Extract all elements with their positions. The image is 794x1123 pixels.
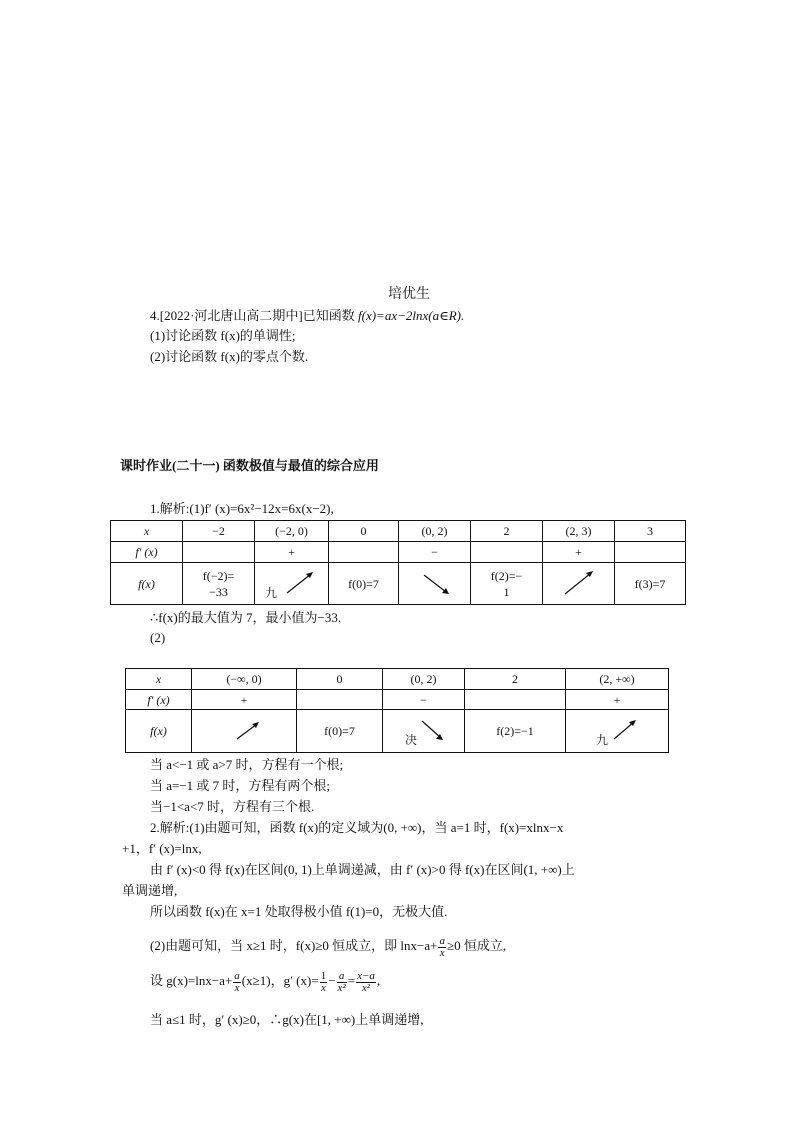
table-1-mark-jiu: 九 (265, 586, 278, 600)
table-1-increasing-cell-2 (543, 563, 615, 605)
p2-line6-a: (2)由题可知，当 x≥1 时，f(x)≥0 恒成立，即 lnx−a+ (150, 938, 438, 953)
p1-case1: 当 a<−1 或 a>7 时，方程有一个根; (150, 757, 344, 772)
table-1-deriv-cell (471, 542, 543, 563)
q4-line1 (150, 307, 464, 325)
q4-line1-func: f(x)=ax−2lnx(a∈R). (358, 308, 465, 323)
frac-num: x−a (357, 969, 375, 982)
p2-line5: 所以函数 f(x)在 x=1 处取得极小值 f(1)=0，无极大值. (150, 904, 448, 919)
p1-line1: 1.解析:(1)f′ (x)=6x²−12x=6x(x−2), (150, 501, 334, 516)
table-1-f3-cell: f(3)=7 (615, 563, 686, 605)
p1-case3: 当−1<a<7 时，方程有三个根. (150, 799, 315, 814)
arrow-up-right-icon (563, 570, 595, 596)
table-1-header-cell: 0 (329, 521, 399, 542)
p2-line7-b: (x≥1)，g′ (x)= (241, 973, 319, 988)
table-1-header-cell: 2 (471, 521, 543, 542)
table-1-deriv-label: f′ (x) (111, 542, 183, 563)
table-2-decreasing-cell (383, 710, 465, 753)
table-1-header-cell: 3 (615, 521, 686, 542)
section-heading: 培优生 (388, 287, 430, 302)
frac-den: x² (361, 981, 371, 994)
q4-line1-prefix: 4.[2022·河北唐山高二期中]已知函数 (150, 308, 358, 323)
p2-line3: 由 f′ (x)<0 得 f(x)在区间(0, 1)上单调递减，由 f′ (x)>0 得 f(x)在区间(1, +∞)上 (150, 862, 575, 877)
q4-line3: (2)讨论函数 f(x)的零点个数. (150, 349, 309, 364)
arrow-up-right-icon (285, 571, 315, 595)
p2-line2: +1，f′ (x)=lnx, (122, 841, 202, 856)
frac-den: x² (337, 981, 346, 994)
arrow-down-right-icon (421, 572, 451, 596)
table-2-increasing-cell (192, 710, 297, 753)
frac-num: a (234, 969, 240, 982)
table-2-deriv-cell: + (192, 690, 297, 710)
p2-line7-d: = (347, 973, 356, 988)
arrow-up-right-icon (612, 719, 638, 741)
table-1-header-cell: (2, 3) (543, 521, 615, 542)
table-2-f2-cell: f(2)=−1 (465, 710, 566, 753)
table-2-deriv-cell (297, 690, 383, 710)
table-1-deriv-cell (329, 542, 399, 563)
table-2-mark-jue: 决 (405, 733, 418, 747)
frac-num: a (439, 934, 445, 947)
table-2-deriv-cell: + (566, 690, 669, 710)
table-2-mark-jiu: 九 (596, 733, 609, 747)
frac-num: 1 (320, 969, 327, 982)
p2-line7-a: 设 g(x)=lnx−a+ (150, 973, 233, 988)
table-1-header-row (111, 521, 686, 542)
frac-den: x (320, 981, 326, 994)
arrow-up-right-icon (235, 721, 261, 741)
table-1-header-cell: −2 (183, 521, 255, 542)
table-1-f2-top: f(2)=− (490, 568, 523, 583)
table-1-fm2-top: f(−2)= (202, 568, 235, 583)
p1-case2: 当 a=−1 或 7 时，方程有两个根; (150, 778, 331, 793)
p1-part2-label: (2) (150, 630, 166, 645)
frac-den: x (234, 981, 240, 994)
fraction-a-over-x (438, 936, 446, 959)
table-1-deriv-row (111, 542, 686, 563)
p2-line7 (150, 968, 380, 994)
table-2-header-cell: (0, 2) (383, 669, 465, 690)
p2-line7-e: , (376, 973, 381, 988)
table-1-deriv-cell (615, 542, 686, 563)
fraction-a-over-x-2 (233, 971, 241, 994)
table-2-func-label: f(x) (126, 710, 192, 753)
frac-num: a (337, 971, 347, 983)
table-2-func-row (126, 710, 669, 753)
table-2-header-cell: x (126, 669, 192, 690)
lesson-title: 课时作业(二十一) 函数极值与最值的综合应用 (120, 458, 379, 473)
table-1-func-row (111, 563, 686, 605)
table-1-header-cell: (−2, 0) (255, 521, 329, 542)
table-2-header-cell: (−∞, 0) (192, 669, 297, 690)
table-2-deriv-cell (465, 690, 566, 710)
table-2-increasing-cell-2 (566, 710, 669, 753)
table-2-deriv-label: f′ (x) (126, 690, 192, 710)
p2-line1: 2.解析:(1)由题可知，函数 f(x)的定义域为(0, +∞)，当 a=1 时，f(x)=xlnx−x (150, 820, 564, 835)
table-1-fm2-bottom: −33 (209, 584, 228, 599)
table-1-header-cell: x (111, 521, 183, 542)
table-1-f2-bottom: 1 (503, 584, 510, 599)
table-1-f0-cell: f(0)=7 (329, 563, 399, 605)
table-1-increasing-cell (255, 563, 329, 605)
table-2-deriv-row (126, 690, 669, 710)
table-2 (125, 668, 669, 753)
table-1-deriv-cell: + (255, 542, 329, 563)
fraction-1-over-x (320, 971, 328, 994)
table-1-deriv-cell (183, 542, 255, 563)
p2-line6-b: ≥0 恒成立, (446, 938, 507, 953)
p1-conclusion: ∴f(x)的最大值为 7，最小值为−33. (150, 610, 342, 625)
table-2-header-cell: 2 (465, 669, 566, 690)
p2-line8: 当 a≤1 时，g′ (x)≥0，∴g(x)在[1, +∞)上单调递增, (150, 1012, 424, 1027)
table-2-deriv-cell: − (383, 690, 465, 710)
table-2-header-cell: (2, +∞) (566, 669, 669, 690)
table-1-fm2-cell (183, 563, 255, 605)
table-1-decreasing-cell (399, 563, 471, 605)
q4-line2: (1)讨论函数 f(x)的单调性; (150, 328, 296, 343)
table-1-f2-cell (471, 563, 543, 605)
frac-den: x (439, 946, 445, 959)
fraction-a-over-x2 (337, 971, 347, 994)
table-2-header-cell: 0 (297, 669, 383, 690)
table-1-deriv-cell: + (543, 542, 615, 563)
table-1-header-cell: (0, 2) (399, 521, 471, 542)
table-1-deriv-cell: − (399, 542, 471, 563)
p2-line4: 单调递增, (122, 883, 178, 898)
table-1 (110, 520, 686, 605)
arrow-down-right-icon (419, 718, 445, 742)
table-2-header-row (126, 669, 669, 690)
table-2-f0-cell: f(0)=7 (297, 710, 383, 753)
fraction-xma-over-x2 (356, 971, 376, 994)
p2-line6 (150, 934, 506, 959)
p2-line7-c: − (328, 973, 336, 988)
table-1-func-label: f(x) (111, 563, 183, 605)
